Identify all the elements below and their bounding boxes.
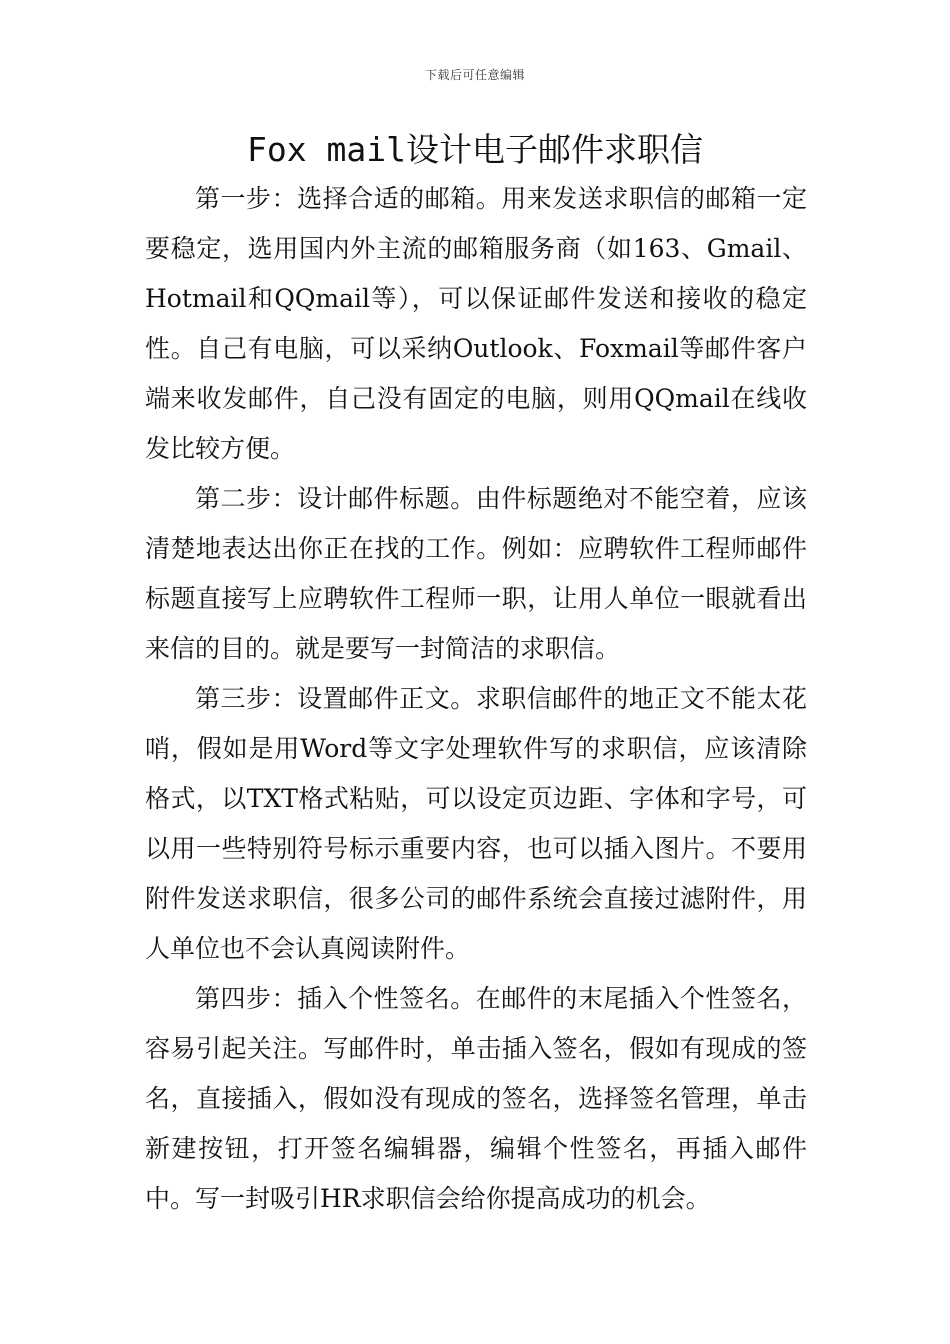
paragraph-step-4: 第四步：插入个性签名。在邮件的末尾插入个性签名，容易引起关注。写邮件时，单击插入签名，假如有现成的签名，直接插入，假如没有现成的签名，选择签名管理，单击新建按钮，打开签名编辑器，编辑个性签名，再插入邮件中。写一封吸引HR求职信会给你提高成功的机会。 [145, 984, 807, 1213]
header-note: 下载后可任意编辑 [424, 68, 525, 82]
document-body [145, 174, 807, 1224]
paragraph-step-1: 第一步：选择合适的邮箱。用来发送求职信的邮箱一定要稳定，选用国内外主流的邮箱服务商（如163、Gmail、Hotmail和QQmail等），可以保证邮件发送和接收的稳定性。自己有电脑，可以采纳Outlook、Foxmail等邮件客户端来收发邮件，自己没有固定的电脑，则用QQmail在线收发比较方便。 [145, 184, 807, 463]
paragraph-step-3: 第三步：设置邮件正文。求职信邮件的地正文不能太花哨，假如是用Word等文字处理软件写的求职信，应该清除格式，以TXT格式粘贴，可以设定页边距、字体和字号，可以用一些特别符号标示重要内容，也可以插入图片。不要用附件发送求职信，很多公司的邮件系统会直接过滤附件，用人单位也不会认真阅读附件。 [145, 684, 807, 963]
document-title: Fox mail设计电子邮件求职信 [247, 130, 703, 169]
paragraph-step-2: 第二步：设计邮件标题。由件标题绝对不能空着，应该清楚地表达出你正在找的工作。例如：应聘软件工程师邮件标题直接写上应聘软件工程师一职，让用人单位一眼就看出来信的目的。就是要写一封简洁的求职信。 [145, 484, 807, 663]
